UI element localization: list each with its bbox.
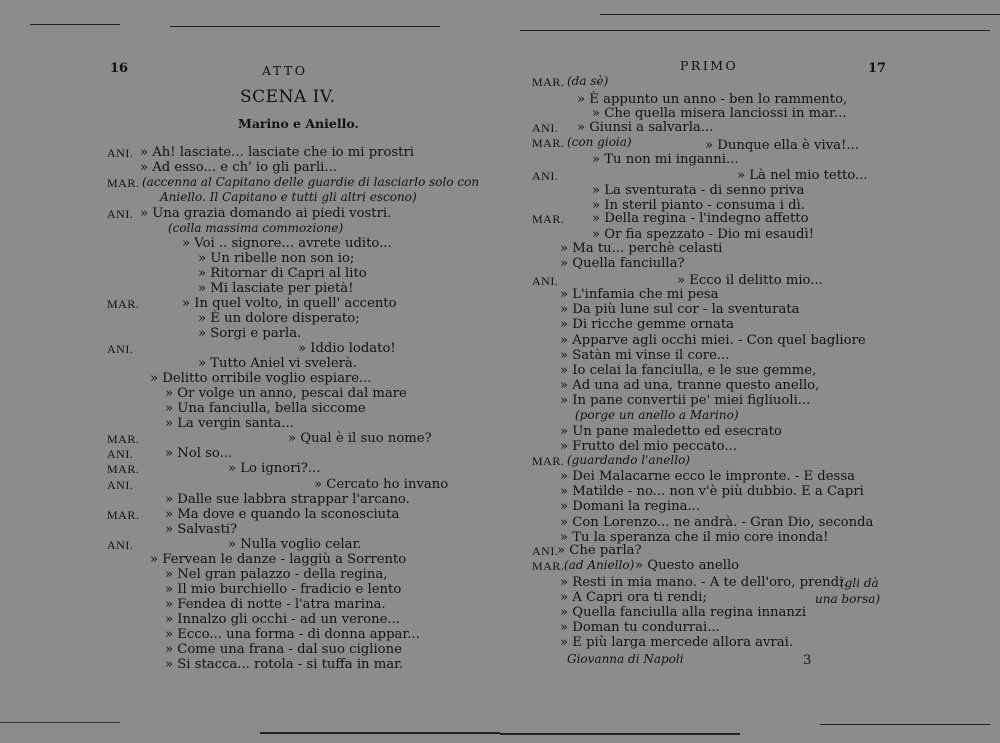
verse-line: » Lo ignori?... — [228, 461, 321, 476]
verse-line: » Tutto Aniel vi svelerà. — [198, 356, 357, 371]
running-header: ATTO — [262, 63, 308, 78]
verse-line: » Doman tu condurrai... — [560, 620, 720, 635]
verse-line: » È un dolore disperato; — [198, 311, 360, 326]
speaker-label: ANI. — [107, 447, 134, 461]
verse-line: » Dunque ella è viva!... — [705, 138, 859, 153]
verse-line: » In steril pianto - consuma i dì. — [592, 198, 805, 213]
verse-line: » Innalzo gli occhi - ad un verone... — [165, 612, 400, 627]
speaker-label: MAR. — [532, 454, 565, 468]
verse-line: » Delitto orribile voglio espiare... — [150, 371, 372, 386]
stage-direction: (accenna al Capitano delle guardie di lasciarlo solo con — [142, 175, 480, 189]
verse-line: » Là nel mio tetto... — [737, 168, 868, 183]
verse-line: » Da più lune sul cor - la sventurata — [560, 302, 800, 317]
stage-direction: (con gioia) — [567, 135, 632, 149]
stage-direction: (colla massima commozione) — [168, 221, 344, 235]
speaker-label: ANI. — [107, 538, 134, 552]
verse-line: » Iddio lodato! — [298, 341, 396, 356]
verse-line: » Frutto del mio peccato... — [560, 439, 737, 454]
verse-line: » Si stacca... rotola - si tuffa in mar. — [165, 657, 404, 672]
verse-line: » Qual è il suo nome? — [288, 431, 432, 446]
scene-title: SCENA IV. — [240, 87, 336, 107]
signature-mark: 3 — [803, 653, 812, 668]
speaker-label: MAR. — [107, 297, 140, 311]
verse-line: » Matilde - no... non v'è più dubbio. E a Capri — [560, 484, 864, 499]
verse-line: » Nel gran palazzo - della regina, — [165, 567, 388, 582]
speaker-label: MAR. — [532, 559, 565, 573]
bottom-rule — [500, 733, 740, 735]
verse-line: » Questo anello — [635, 558, 740, 573]
verse-line: » Satàn mi vinse il core... — [560, 348, 730, 363]
verse-line: » Ecco... una forma - di donna appar... — [165, 627, 420, 642]
speaker-label: ANI. — [532, 121, 559, 135]
stage-direction: (porge un anello a Marino) — [575, 408, 739, 422]
speaker-label: MAR. — [532, 212, 565, 226]
verse-line: » Ma dove e quando la sconosciuta — [165, 507, 400, 522]
speaker-label: MAR. — [107, 432, 140, 446]
stage-direction: Aniello. Il Capitano e tutti gli altri escono) — [160, 190, 417, 204]
verse-line: » Ad esso... e ch' io gli parli... — [140, 160, 337, 175]
verse-line: » Or fia spezzato - Dio mi esaudì! — [592, 227, 814, 242]
speaker-label: MAR. — [107, 462, 140, 476]
top-rule — [30, 24, 120, 25]
verse-line: » Tu la speranza che il mio core inonda! — [560, 530, 829, 545]
verse-line: » Domani la regina... — [560, 499, 701, 514]
verse-line: » Tu non mi inganni... — [592, 152, 739, 167]
verse-line: » Ah! lasciate... lasciate che io mi prostri — [140, 145, 414, 160]
verse-line: » Che parla? — [557, 543, 642, 558]
bottom-rule — [820, 724, 990, 725]
verse-line: » Nulla voglio celar. — [228, 537, 362, 552]
verse-line: » E più larga mercede allora avrai. — [560, 635, 794, 650]
verse-line: » Il mio burchiello - fradicio e lento — [165, 582, 402, 597]
verse-line: » In pane convertii pe' miei figliuoli... — [560, 393, 811, 408]
speaker-label: ANI. — [532, 169, 559, 183]
verse-line: » Dei Malacarne ecco le impronte. - E dessa — [560, 469, 855, 484]
verse-line: » Or volge un anno, pescai dal mare — [165, 386, 407, 401]
verse-line: » Come una frana - dal suo ciglione — [165, 642, 402, 657]
verse-line: » Ma tu... perchè celasti — [560, 241, 723, 256]
verse-line: » Ad una ad una, tranne questo anello, — [560, 378, 820, 393]
verse-line: » Con Lorenzo... ne andrà. - Gran Dio, seconda — [560, 515, 874, 530]
verse-line: » La vergin santa... — [165, 416, 294, 431]
verse-line: » Sorgi e parla. — [198, 326, 302, 341]
right-page — [500, 0, 1000, 743]
speaker-label: MAR. — [532, 136, 565, 150]
verse-line: » La sventurata - di senno priva — [592, 183, 805, 198]
stage-direction: (guardando l'anello) — [567, 453, 690, 467]
verse-line: » Una fanciulla, bella siccome — [165, 401, 366, 416]
verse-line: » A Capri ora ti rendi; — [560, 590, 707, 605]
verse-line: » Voi .. signore... avrete udito... — [182, 236, 392, 251]
verse-line: » Apparve agli occhi miei. - Con quel bagliore — [560, 333, 866, 348]
top-rule — [600, 14, 1000, 15]
verse-line: » Di ricche gemme ornata — [560, 317, 735, 332]
footer-title: Giovanna di Napoli — [567, 652, 684, 666]
page-number: 17 — [868, 61, 887, 76]
speaker-label: ANI. — [107, 342, 134, 356]
verse-line: » Io celai la fanciulla, e le sue gemme, — [560, 363, 817, 378]
verse-line: » Una grazia domando ai piedi vostri. — [140, 206, 392, 221]
scene-characters: Marino e Aniello. — [238, 116, 359, 131]
speaker-label: ANI. — [107, 478, 134, 492]
speaker-label: ANI. — [107, 207, 134, 221]
verse-line: » Un ribelle non son io; — [198, 251, 355, 266]
verse-line: » Giunsi a salvarla... — [577, 120, 714, 135]
verse-line: » Dalle sue labbra strappar l'arcano. — [165, 492, 410, 507]
verse-line: » Resti in mia mano. - A te dell'oro, prendi. — [560, 575, 848, 590]
verse-line: » Fendea di notte - l'atra marina. — [165, 597, 386, 612]
verse-line: » Un pane maledetto ed esecrato — [560, 424, 782, 439]
verse-line: » È appunto un anno - ben lo rammento, — [577, 92, 848, 107]
stage-direction: (da sè) — [567, 74, 609, 88]
verse-line: » Nol so... — [165, 446, 233, 461]
bottom-rule — [0, 722, 120, 723]
verse-line: » Fervean le danze - laggiù a Sorrento — [150, 552, 407, 567]
stage-direction: (gli dà — [840, 576, 879, 590]
speaker-label: ANI. — [532, 274, 559, 288]
verse-line: » Della regina - l'indegno affetto — [592, 211, 809, 226]
verse-line: » In quel volto, in quell' accento — [182, 296, 397, 311]
stage-direction: una borsa) — [815, 592, 881, 606]
verse-line: » Ecco il delitto mio... — [677, 273, 823, 288]
verse-line: » Cercato ho invano — [314, 477, 449, 492]
stage-direction: (ad Aniello) — [564, 558, 635, 572]
verse-line: » Che quella misera lanciossi in mar... — [592, 106, 847, 121]
verse-line: » Salvasti? — [165, 522, 238, 537]
speaker-label: MAR. — [107, 176, 140, 190]
speaker-label: MAR. — [532, 75, 565, 89]
verse-line: » Ritornar di Capri al lito — [198, 266, 367, 281]
bottom-rule — [260, 732, 500, 734]
top-rule — [520, 30, 990, 31]
page-number: 16 — [110, 61, 129, 76]
speaker-label: MAR. — [107, 508, 140, 522]
speaker-label: ANI. — [532, 544, 559, 558]
verse-line: » Quella fanciulla? — [560, 256, 685, 271]
running-header: PRIMO — [680, 58, 739, 73]
speaker-label: ANI. — [107, 146, 134, 160]
verse-line: » Quella fanciulla alla regina innanzi — [560, 605, 807, 620]
top-rule — [170, 26, 440, 27]
verse-line: » L'infamia che mi pesa — [560, 287, 719, 302]
verse-line: » Mi lasciate per pietà! — [198, 281, 354, 296]
